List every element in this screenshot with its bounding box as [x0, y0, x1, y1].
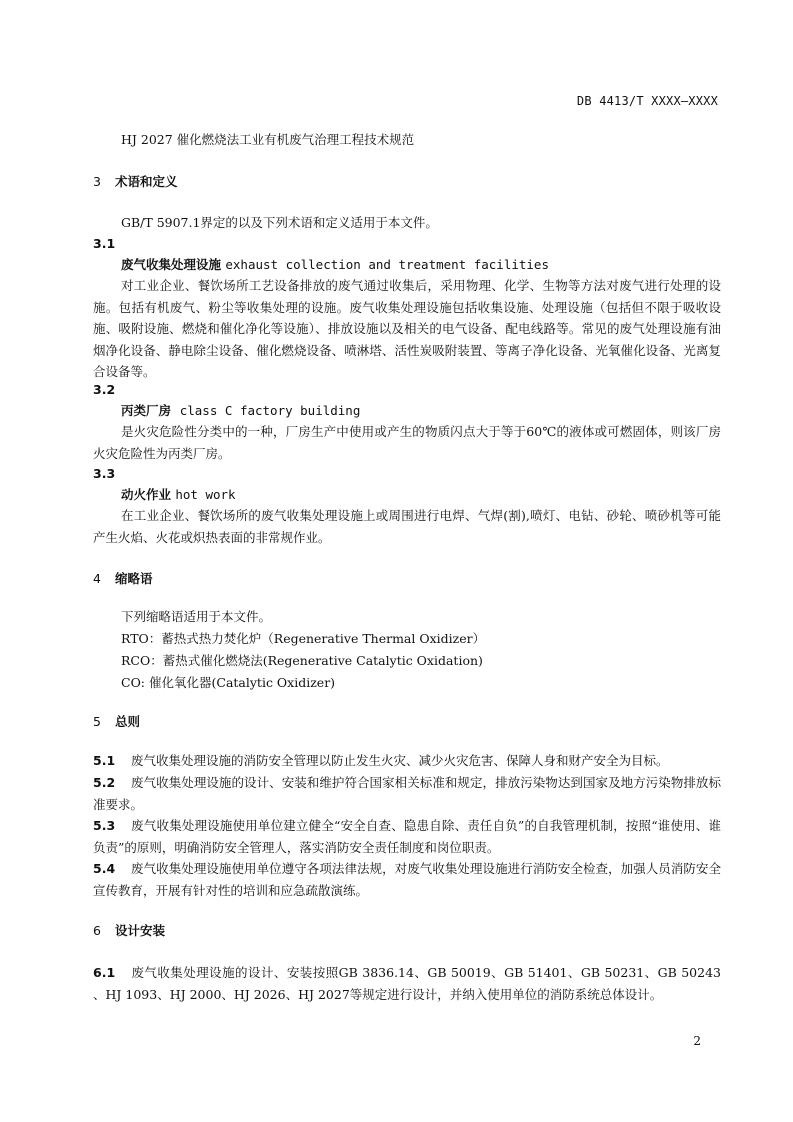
term-3-1-definition: 对工业企业、餐饮场所工艺设备排放的废气通过收集后，采用物理、化学、生物等方法对废气进行处理的设施。包括有机废气、粉尘等收集处理的设施。废气收集处理设施包括收集设施、处理设施（包括但不限于吸收设施、吸附设施、燃烧和催化净化等设施）、排放设施以及相关的电气设备、配电线路等。常见的废气处理设施有油烟净化设备、静电除尘设备、催化燃烧设备、喷淋塔、活性炭吸附装置、等离子净化设备、光氧催化设备、光离复合设备等。 — [93, 278, 721, 379]
section-3-number: 3 — [93, 174, 101, 189]
clause-6-1-number: 6.1 — [93, 965, 116, 980]
section-5-title: 总则 — [115, 714, 141, 729]
term-3-2-definition: 是火灾危险性分类中的一种，厂房生产中使用或产生的物质闪点大于等于60℃的液体或可燃固体，则该厂房火灾危险性为丙类厂房。 — [93, 424, 721, 461]
section-4-heading — [93, 568, 721, 590]
term-3-2-name — [93, 400, 749, 422]
section-4-number: 4 — [93, 571, 101, 586]
section-3-intro: GB/T 5907.1界定的以及下列术语和定义适用于本文件。 — [121, 215, 438, 230]
clause-5-4-text: 废气收集处理设施使用单位遵守各项法律法规，对废气收集处理设施进行消防安全检查，加强人员消防安全宣传教育，开展有针对性的培训和应急疏散演练。 — [93, 861, 721, 898]
term-3-3-number: 3.3 — [93, 466, 116, 481]
term-3-3-definition: 在工业企业、餐饮场所的废气收集处理设施上或周围进行电焊、气焊(割),喷灯、电钻、砂轮、喷砂机等可能产生火焰、火花或炽热表面的非常规作业。 — [93, 508, 721, 545]
section-6-heading — [93, 920, 721, 942]
abbrev-rco: RCO：蓄热式催化燃烧法(Regenerative Catalytic Oxidation) — [121, 653, 483, 668]
section-3-title: 术语和定义 — [115, 174, 178, 189]
abbrev-rto: RTO：蓄热式热力焚化炉（Regenerative Thermal Oxidizer） — [121, 631, 486, 646]
clause-5-2 — [93, 772, 721, 815]
clause-5-4-number: 5.4 — [93, 861, 116, 876]
abbrev-co: CO: 催化氧化器(Catalytic Oxidizer) — [121, 675, 336, 690]
reference-line: HJ 2027 催化燃烧法工业有机废气治理工程技术规范 — [121, 132, 415, 147]
clause-5-3 — [93, 815, 721, 858]
term-3-1-zh: 废气收集处理设施 — [121, 257, 222, 272]
term-3-1-en: exhaust collection and treatment facilities — [225, 257, 549, 272]
clause-5-2-number: 5.2 — [93, 775, 116, 790]
clause-5-3-number: 5.3 — [93, 818, 116, 833]
term-3-1-name — [93, 254, 749, 276]
clause-5-1 — [93, 750, 721, 772]
abbrev-intro: 下列缩略语适用于本文件。 — [121, 609, 272, 624]
section-6-title: 设计安装 — [115, 923, 166, 938]
clause-5-1-text: 废气收集处理设施的消防安全管理以防止发生火灾、减少火灾危害、保障人身和财产安全为目标。 — [131, 753, 669, 768]
page-number: 2 — [693, 1034, 701, 1048]
term-3-3-zh: 动火作业 — [121, 487, 172, 502]
section-5-heading — [93, 711, 721, 733]
section-4-title: 缩略语 — [115, 571, 153, 586]
section-3-heading — [93, 171, 721, 193]
term-3-2-zh: 丙类厂房 — [121, 403, 172, 418]
term-3-2-en: class C factory building — [179, 403, 361, 418]
clause-5-1-number: 5.1 — [93, 753, 116, 768]
clause-5-4 — [93, 858, 721, 901]
clause-6-1-text: 废气收集处理设施的设计、安装按照GB 3836.14、GB 50019、GB 51401、GB 50231、GB 50243 、HJ 1093、HJ 2000、HJ 2026、HJ 2027等规定进行设计，并纳入使用单位的消防系统总体设计。 — [93, 965, 721, 1002]
section-6-number: 6 — [93, 923, 101, 938]
term-3-2-number: 3.2 — [93, 382, 116, 397]
term-3-3-en: hot work — [175, 487, 236, 502]
term-3-3-name — [93, 484, 749, 506]
clause-5-3-text: 废气收集处理设施使用单位建立健全“安全自查、隐患自除、责任自负”的自我管理机制，按照“谁使用、谁负责”的原则，明确消防安全管理人，落实消防安全责任制度和岗位职责。 — [93, 818, 721, 855]
clause-6-1 — [93, 962, 721, 1005]
clause-5-2-text: 废气收集处理设施的设计、安装和维护符合国家相关标准和规定，排放污染物达到国家及地方污染物排放标准要求。 — [93, 775, 721, 812]
document-code: DB 4413/T XXXX—XXXX — [576, 94, 718, 108]
section-5-number: 5 — [93, 714, 101, 729]
term-3-1-number: 3.1 — [93, 236, 116, 251]
